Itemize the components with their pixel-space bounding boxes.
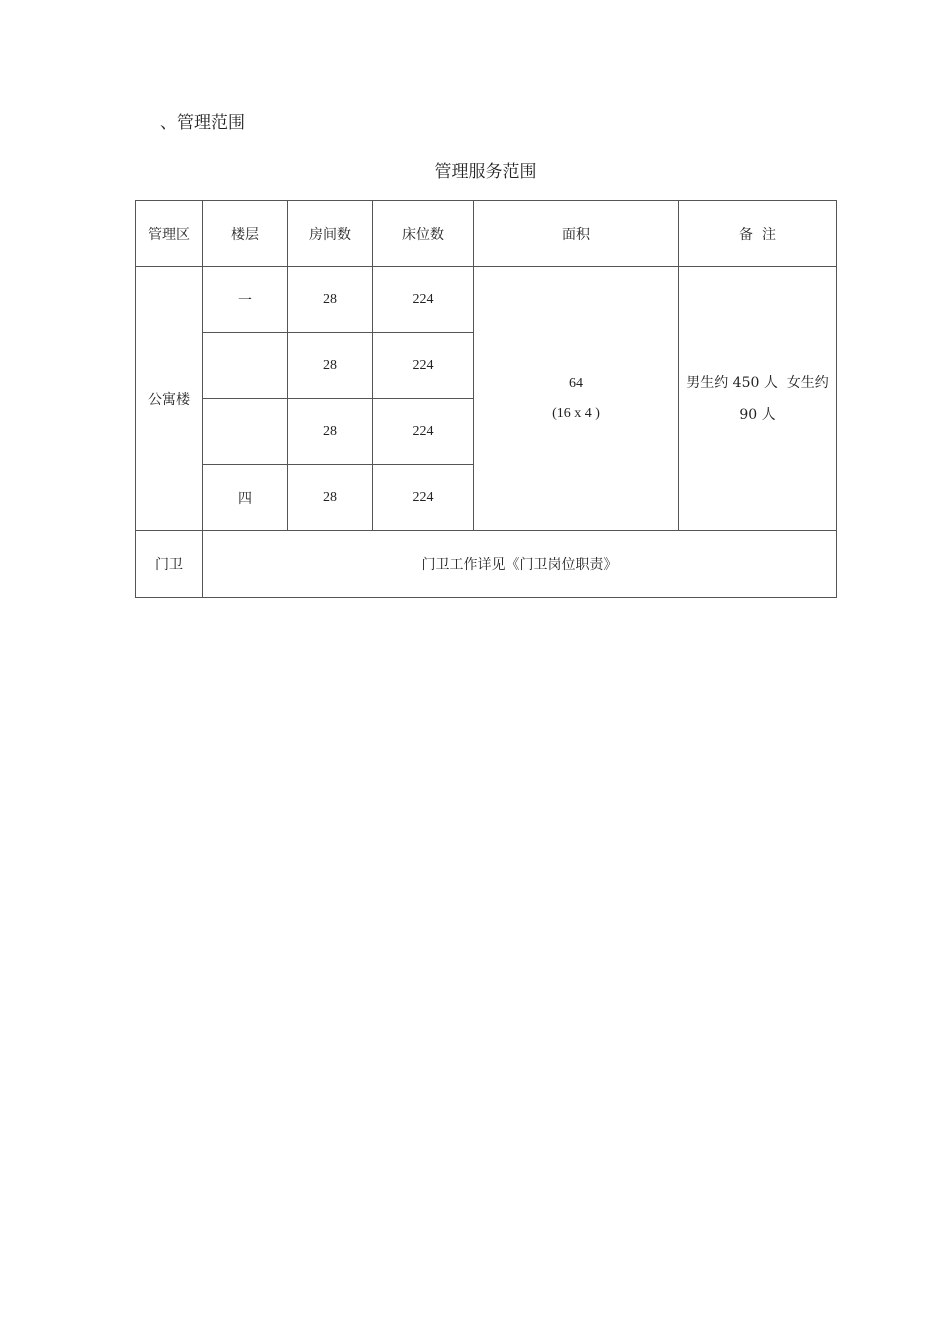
rooms-cell: 28 (288, 267, 373, 333)
guard-description-cell: 门卫工作详见《门卫岗位职责》 (203, 531, 837, 598)
notes-cell (679, 267, 837, 531)
notes-line-1: 男生约 450 人 女生约 (686, 374, 829, 391)
guard-row (136, 531, 837, 598)
header-notes: 备 注 (679, 201, 837, 267)
notes-line-2: 90 人 (739, 406, 776, 423)
apartment-zone-cell: 公寓楼 (136, 267, 203, 531)
header-rooms: 房间数 (288, 201, 373, 267)
section-heading: 、管理范围 (160, 113, 245, 133)
header-area: 面积 (474, 201, 679, 267)
floor-cell (203, 399, 288, 465)
floor-cell (203, 333, 288, 399)
area-value: 64 (569, 375, 583, 391)
beds-cell: 224 (373, 465, 474, 531)
beds-cell: 224 (373, 333, 474, 399)
floor-cell: 一 (203, 267, 288, 333)
beds-cell: 224 (373, 399, 474, 465)
area-cell (474, 267, 679, 531)
beds-cell: 224 (373, 267, 474, 333)
rooms-cell: 28 (288, 399, 373, 465)
header-beds: 床位数 (373, 201, 474, 267)
header-floor: 楼层 (203, 201, 288, 267)
area-detail: (16 x 4 ) (552, 405, 600, 421)
rooms-cell: 28 (288, 333, 373, 399)
table-row (136, 267, 837, 333)
table-header-row (136, 201, 837, 267)
table-caption: 管理服务范围 (434, 162, 537, 182)
guard-zone-cell: 门卫 (136, 531, 203, 598)
rooms-cell: 28 (288, 465, 373, 531)
floor-cell: 四 (203, 465, 288, 531)
header-zone: 管理区 (136, 201, 203, 267)
management-scope-table (135, 200, 837, 598)
